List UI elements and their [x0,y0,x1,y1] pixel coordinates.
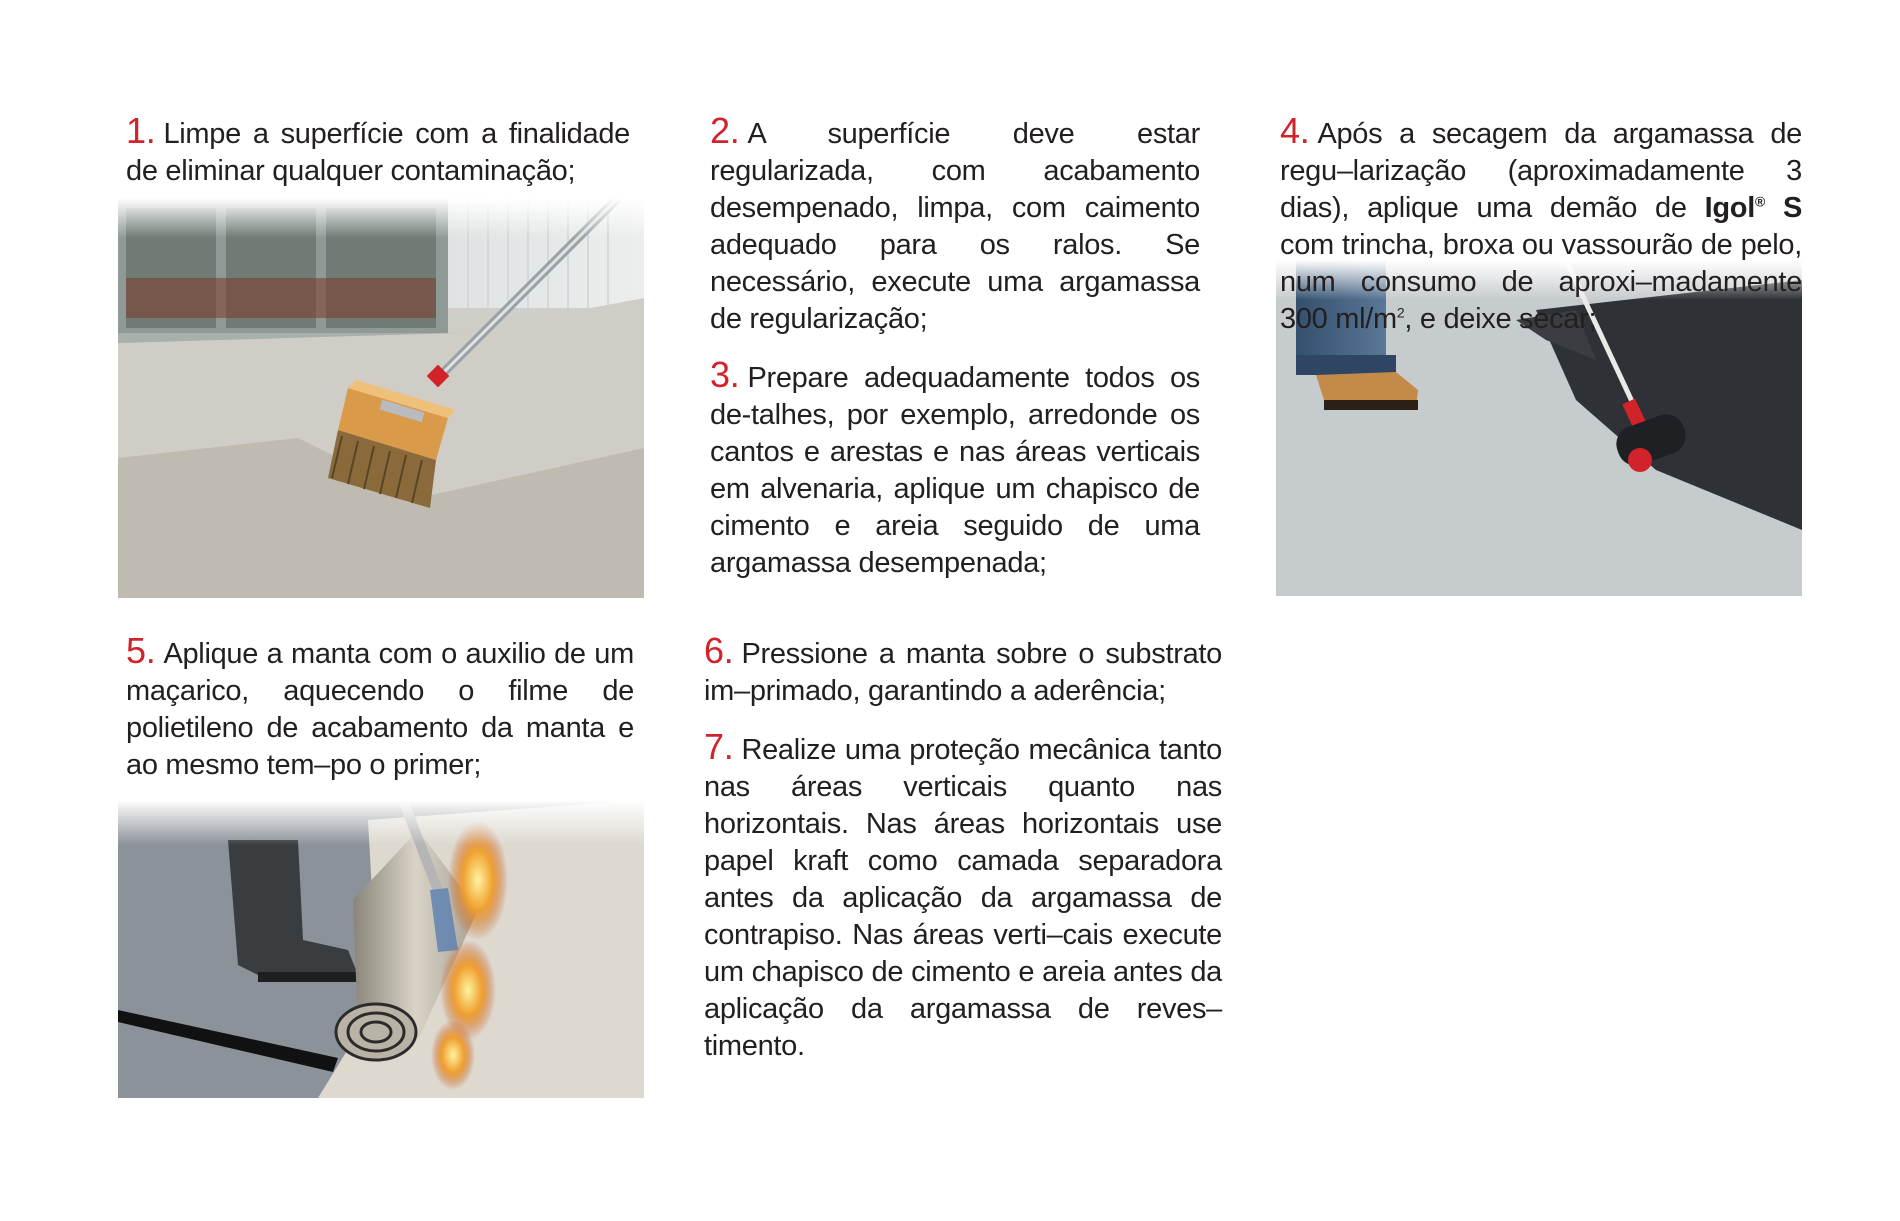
step-2 [710,112,1200,338]
step-7 [704,728,1222,1065]
step-2-text: A superfície deve estar regularizada, com acabamento desempenado, limpa, com caimento adequado para os ralos. Se necessário, execute uma argamassa de regularização; [710,118,1200,335]
step-4 [1280,112,1802,338]
step-4-number: 4. [1280,110,1310,151]
torch-membrane-illustration [118,800,644,1098]
broom-cleaning-illustration [118,198,644,598]
step-6 [704,632,1222,710]
step-5 [126,632,634,784]
product-name: Igol® S [1704,192,1802,224]
step-4-text-before: Após a secagem da argamassa de regu–larização (aproximadamente 3 dias), aplique uma demão de [1280,118,1802,224]
step-6-number: 6. [704,630,734,671]
step-7-number: 7. [704,726,734,767]
step-3-number: 3. [710,354,740,395]
step-4-text-after: com trincha, broxa ou vassourão de pelo, num consumo de aproxi–madamente 300 ml/m [1280,229,1802,335]
step-1-number: 1. [126,110,156,151]
step-1 [126,112,630,190]
step-5-text: Aplique a manta com o auxilio de um maçarico, aquecendo o filme de polietileno de acabamento da manta e ao mesmo tem–po o primer; [126,638,634,781]
step-3-text: Prepare adequadamente todos os de-talhes, por exemplo, arredonde os cantos e arestas e nas áreas verticais em alvenaria, aplique um chapisco de cimento e areia seguido de uma argamassa desempenada; [710,362,1200,579]
step-2-number: 2. [710,110,740,151]
unit-superscript: 2 [1396,304,1405,321]
step-1-text: Limpe a superfície com a finalidade de eliminar qualquer contaminação; [126,118,630,187]
step-3 [710,356,1200,582]
registered-mark: ® [1754,193,1765,210]
step-4-text-end: , e deixe secar; [1404,303,1597,335]
step-7-text: Realize uma proteção mecânica tanto nas áreas verticais quanto nas horizontais. Nas áreas horizontais use papel kraft como camada separadora antes da aplicação da argamassa de contrapiso. Nas áreas verti–cais execute um chapisco de cimento e areia antes da aplicação da argamassa de reves–timento. [704,734,1222,1062]
step-6-text: Pressione a manta sobre o substrato im–primado, garantindo a aderência; [704,638,1222,707]
step-5-number: 5. [126,630,156,671]
